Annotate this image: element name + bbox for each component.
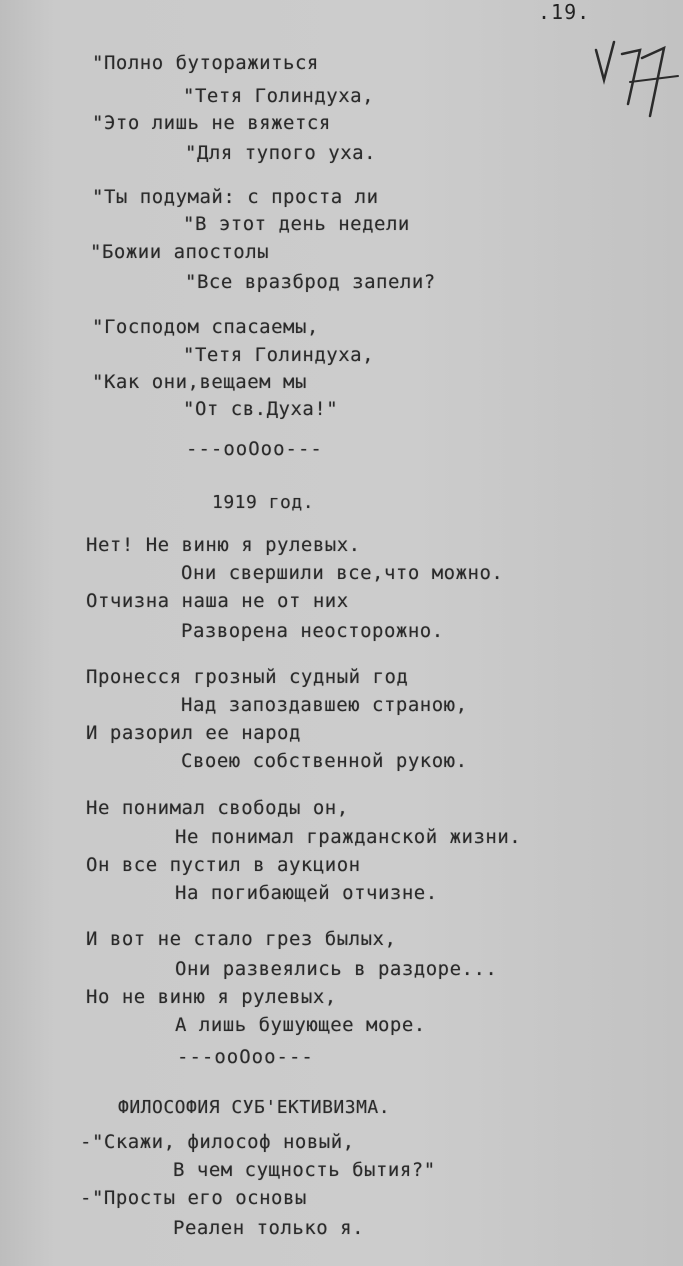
- verse-line: "Тетя Голиндуха,: [183, 85, 375, 107]
- verse-line: Реален только я.: [173, 1217, 365, 1239]
- verse-line: На погибающей отчизне.: [175, 882, 438, 904]
- verse-line: "Для тупого уха.: [185, 142, 377, 164]
- verse-line: Нет! Не виню я рулевых.: [86, 534, 361, 556]
- verse-line: "Тетя Голиндуха,: [183, 344, 375, 366]
- verse-line: Но не виню я рулевых,: [86, 986, 337, 1008]
- verse-line: Не понимал гражданской жизни.: [175, 826, 522, 848]
- page-number: .19.: [538, 0, 591, 24]
- verse-line: Разворена неосторожно.: [181, 620, 444, 642]
- verse-line: "От св.Духа!": [183, 398, 339, 420]
- verse-line: "Как они,вещаем мы: [92, 371, 307, 393]
- verse-line: "Господом спасаемы,: [92, 316, 319, 338]
- verse-line: -"Скажи, философ новый,: [80, 1131, 355, 1153]
- verse-line: Они свершили все,что можно.: [181, 562, 504, 584]
- verse-line: Они развеялись в раздоре...: [175, 958, 498, 980]
- section-separator: ---ооОоо---: [186, 438, 323, 460]
- verse-line: "В этот день недели: [183, 213, 410, 235]
- verse-line: "Полно буторажиться: [92, 52, 319, 74]
- verse-line: "Это лишь не вяжется: [92, 112, 331, 134]
- verse-line: "Божии апостолы: [90, 241, 270, 263]
- verse-line: Своею собственной рукою.: [181, 750, 468, 772]
- verse-line: Над запоздавшею страною,: [181, 694, 468, 716]
- verse-line: Не понимал свободы он,: [86, 797, 349, 819]
- verse-line: Пронесся грозный судный год: [86, 666, 409, 688]
- verse-line: -"Просты его основы: [80, 1187, 307, 1209]
- section-separator: ---ооОоо---: [177, 1046, 314, 1068]
- verse-line: А лишь бушующее море.: [175, 1014, 426, 1036]
- verse-line: "Все вразброд запели?: [185, 271, 436, 293]
- verse-line: Он все пустил в аукцион: [86, 854, 361, 876]
- verse-line: "Ты подумай: с проста ли: [92, 186, 379, 208]
- verse-line: И вот не стало грез былых,: [86, 928, 397, 950]
- verse-line: В чем сущность бытия?": [173, 1159, 436, 1181]
- verse-line: И разорил ее народ: [86, 722, 301, 744]
- poem-title: ФИЛОСОФИЯ СУБ'ЕКТИВИЗМА.: [118, 1097, 391, 1118]
- archive-mark-handwritten: [590, 32, 680, 122]
- poem-title: 1919 год.: [212, 492, 315, 513]
- verse-line: Отчизна наша не от них: [86, 590, 349, 612]
